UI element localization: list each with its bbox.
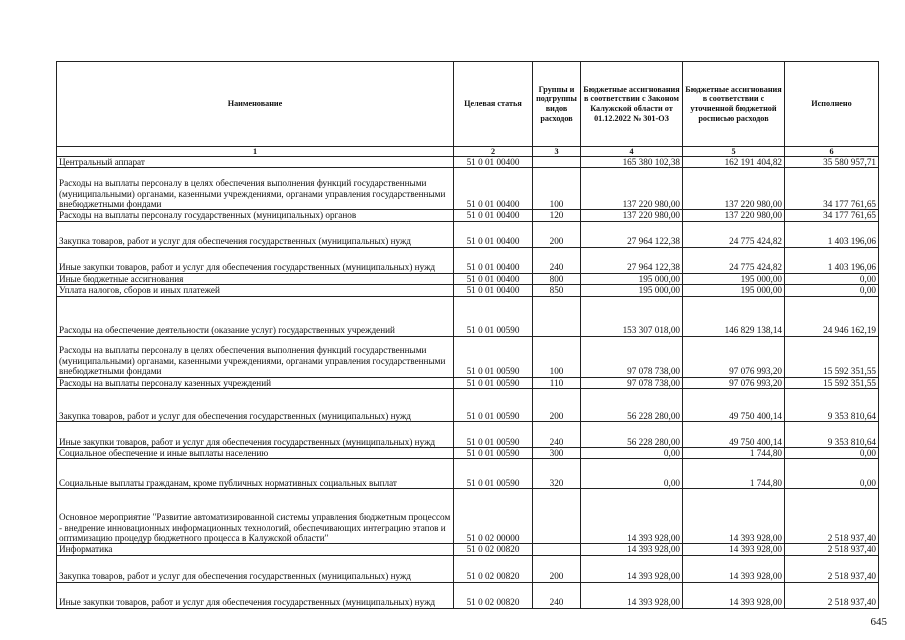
row-refined-amount: 97 076 993,20 [683,336,785,377]
row-name: Расходы на выплаты персоналу государственных (муниципальных) органов [57,210,454,221]
header-law-allocations: Бюджетные ассигнования в соответствии с Законом Калужской области от 01.12.2022 № 301-ОЗ [581,62,683,147]
row-law-amount: 27 964 122,38 [581,221,683,247]
column-number: 4 [581,147,683,157]
row-target-article: 51 0 01 00590 [454,377,533,388]
table-row [57,377,879,388]
row-name: Расходы на выплаты персоналу в целях обеспечения выполнения функций государственными (муниципальными) органами, казенными учреждениями, органами управления государственными внебюджетными фондами [57,336,454,377]
row-executed-amount: 0,00 [785,448,879,459]
row-target-article: 51 0 01 00400 [454,273,533,284]
row-refined-amount: 24 775 424,82 [683,247,785,273]
row-target-article: 51 0 02 00000 [454,489,533,544]
table-row [57,285,879,296]
column-number: 1 [57,147,454,157]
row-expense-group [533,489,581,544]
row-target-article: 51 0 01 00590 [454,389,533,422]
column-number-row [57,147,879,157]
row-executed-amount: 2 518 937,40 [785,582,879,608]
header-executed: Исполнено [785,62,879,147]
table-row [57,544,879,555]
row-target-article: 51 0 01 00590 [454,336,533,377]
header-name: Наименование [57,62,454,147]
column-number: 6 [785,147,879,157]
row-expense-group [533,157,581,168]
header-row [57,62,879,147]
row-name: Иные бюджетные ассигнования [57,273,454,284]
row-target-article: 51 0 01 00590 [454,459,533,489]
column-number: 3 [533,147,581,157]
row-target-article: 51 0 01 00590 [454,448,533,459]
row-refined-amount: 162 191 404,82 [683,157,785,168]
table-row [57,273,879,284]
row-executed-amount: 15 592 351,55 [785,336,879,377]
header-target-article: Целевая статья [454,62,533,147]
row-executed-amount: 1 403 196,06 [785,221,879,247]
row-refined-amount: 97 076 993,20 [683,377,785,388]
table-row [57,210,879,221]
table-row [57,389,879,422]
row-name: Иные закупки товаров, работ и услуг для обеспечения государственных (муниципальных) нужд [57,582,454,608]
row-expense-group: 850 [533,285,581,296]
row-name: Социальное обеспечение и иные выплаты населению [57,448,454,459]
row-target-article: 51 0 01 00590 [454,422,533,448]
row-law-amount: 195 000,00 [581,273,683,284]
row-refined-amount: 1 744,80 [683,459,785,489]
header-refined-allocations: Бюджетные ассигнования в соответствии с уточненной бюджетной росписью расходов [683,62,785,147]
row-refined-amount: 195 000,00 [683,273,785,284]
row-law-amount: 14 393 928,00 [581,544,683,555]
row-refined-amount: 195 000,00 [683,285,785,296]
row-executed-amount: 24 946 162,19 [785,296,879,336]
row-law-amount: 56 228 280,00 [581,389,683,422]
row-law-amount: 27 964 122,38 [581,247,683,273]
row-law-amount: 137 220 980,00 [581,168,683,210]
table-row [57,448,879,459]
row-name: Центральный аппарат [57,157,454,168]
row-expense-group: 240 [533,422,581,448]
row-executed-amount: 1 403 196,06 [785,247,879,273]
row-name: Иные закупки товаров, работ и услуг для обеспечения государственных (муниципальных) нужд [57,247,454,273]
row-law-amount: 56 228 280,00 [581,422,683,448]
row-refined-amount: 14 393 928,00 [683,555,785,582]
row-expense-group: 110 [533,377,581,388]
row-target-article: 51 0 01 00590 [454,296,533,336]
row-law-amount: 14 393 928,00 [581,582,683,608]
row-name: Социальные выплаты гражданам, кроме публичных нормативных социальных выплат [57,459,454,489]
row-executed-amount: 0,00 [785,285,879,296]
row-expense-group: 200 [533,389,581,422]
table-row [57,582,879,608]
row-law-amount: 97 078 738,00 [581,377,683,388]
row-target-article: 51 0 01 00400 [454,157,533,168]
row-executed-amount: 15 592 351,55 [785,377,879,388]
row-target-article: 51 0 01 00400 [454,221,533,247]
row-name: Закупка товаров, работ и услуг для обеспечения государственных (муниципальных) нужд [57,389,454,422]
row-executed-amount: 9 353 810,64 [785,422,879,448]
row-refined-amount: 14 393 928,00 [683,544,785,555]
column-number: 2 [454,147,533,157]
table-row [57,247,879,273]
table-row [57,157,879,168]
row-executed-amount: 0,00 [785,459,879,489]
row-expense-group: 100 [533,168,581,210]
row-expense-group: 100 [533,336,581,377]
row-name: Расходы на выплаты персоналу в целях обеспечения выполнения функций государственными (муниципальными) органами, казенными учреждениями, органами управления государственными внебюджетными фондами [57,168,454,210]
row-expense-group: 200 [533,221,581,247]
row-refined-amount: 146 829 138,14 [683,296,785,336]
row-expense-group: 240 [533,582,581,608]
row-refined-amount: 49 750 400,14 [683,389,785,422]
table-row [57,422,879,448]
table-row [57,459,879,489]
row-refined-amount: 49 750 400,14 [683,422,785,448]
row-refined-amount: 137 220 980,00 [683,168,785,210]
row-name: Основное мероприятие "Развитие автоматизированной системы управления бюджетным процессом - внедрение инновационных информационных технологий, обеспечивающих интеграцию этапов и оптимизацию процедур бюджетного процесса в Калужской области" [57,489,454,544]
row-law-amount: 165 380 102,38 [581,157,683,168]
row-name: Уплата налогов, сборов и иных платежей [57,285,454,296]
row-law-amount: 137 220 980,00 [581,210,683,221]
row-target-article: 51 0 01 00400 [454,210,533,221]
table-row [57,555,879,582]
row-law-amount: 0,00 [581,448,683,459]
table-row [57,168,879,210]
row-expense-group: 240 [533,247,581,273]
row-executed-amount: 2 518 937,40 [785,489,879,544]
row-refined-amount: 24 775 424,82 [683,221,785,247]
row-executed-amount: 34 177 761,65 [785,168,879,210]
row-name: Закупка товаров, работ и услуг для обеспечения государственных (муниципальных) нужд [57,555,454,582]
row-law-amount: 153 307 018,00 [581,296,683,336]
row-executed-amount: 2 518 937,40 [785,555,879,582]
row-refined-amount: 1 744,80 [683,448,785,459]
row-expense-group [533,544,581,555]
row-target-article: 51 0 01 00400 [454,285,533,296]
row-expense-group: 300 [533,448,581,459]
row-law-amount: 14 393 928,00 [581,555,683,582]
row-name: Иные закупки товаров, работ и услуг для обеспечения государственных (муниципальных) нужд [57,422,454,448]
row-expense-group: 120 [533,210,581,221]
row-expense-group: 800 [533,273,581,284]
row-refined-amount: 137 220 980,00 [683,210,785,221]
row-law-amount: 195 000,00 [581,285,683,296]
row-law-amount: 14 393 928,00 [581,489,683,544]
row-expense-group: 200 [533,555,581,582]
page-number: 645 [870,616,887,628]
row-executed-amount: 9 353 810,64 [785,389,879,422]
row-target-article: 51 0 01 00400 [454,168,533,210]
table-body [57,157,879,609]
table-row [57,296,879,336]
table-row [57,489,879,544]
row-executed-amount: 34 177 761,65 [785,210,879,221]
row-target-article: 51 0 02 00820 [454,555,533,582]
row-name: Расходы на выплаты персоналу казенных учреждений [57,377,454,388]
row-target-article: 51 0 01 00400 [454,247,533,273]
row-refined-amount: 14 393 928,00 [683,489,785,544]
row-name: Закупка товаров, работ и услуг для обеспечения государственных (муниципальных) нужд [57,221,454,247]
column-number: 5 [683,147,785,157]
row-executed-amount: 0,00 [785,273,879,284]
row-refined-amount: 14 393 928,00 [683,582,785,608]
row-name: Расходы на обеспечение деятельности (оказание услуг) государственных учреждений [57,296,454,336]
row-executed-amount: 2 518 937,40 [785,544,879,555]
header-expense-group: Группы и подгруппы видов расходов [533,62,581,147]
table-row [57,221,879,247]
table-row [57,336,879,377]
row-law-amount: 97 078 738,00 [581,336,683,377]
budget-table [56,61,879,609]
row-target-article: 51 0 02 00820 [454,582,533,608]
row-target-article: 51 0 02 00820 [454,544,533,555]
row-law-amount: 0,00 [581,459,683,489]
row-expense-group [533,296,581,336]
row-expense-group: 320 [533,459,581,489]
row-executed-amount: 35 580 957,71 [785,157,879,168]
row-name: Информатика [57,544,454,555]
